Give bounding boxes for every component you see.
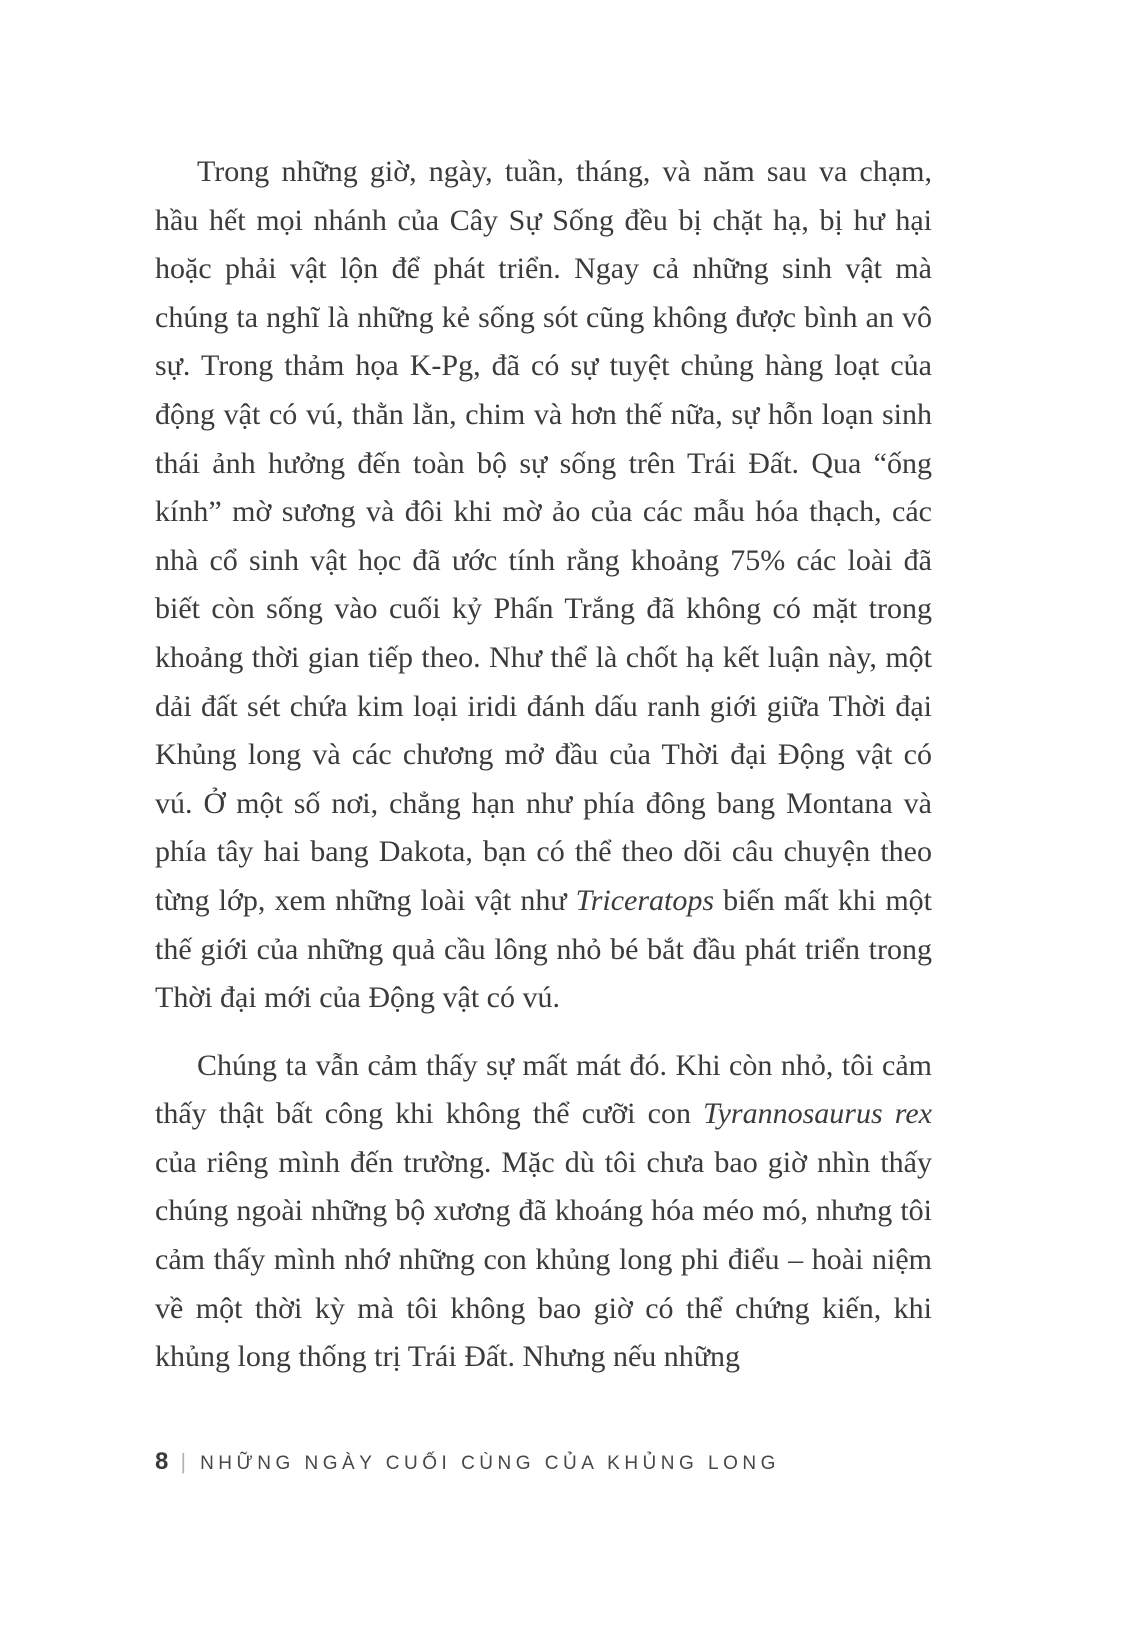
paragraph-1: Trong những giờ, ngày, tuần, tháng, và năm sau va chạm, hầu hết mọi nhánh của Cây Sự Sống đều bị chặt hạ, bị hư hại hoặc phải vật lộn để phát triển. Ngay cả những sinh vật mà chúng ta nghĩ là những kẻ sống sót cũng không được bình an vô sự. Trong thảm họa K-Pg, đã có sự tuyệt chủng hàng loạt của động vật có vú, thằn lằn, chim và hơn thế nữa, sự hỗn loạn sinh thái ảnh hưởng đến toàn bộ sự sống trên Trái Đất. Qua “ống kính” mờ sương và đôi khi mờ ảo của các mẫu hóa thạch, các nhà cổ sinh vật học đã ước tính rằng khoảng 75% các loài đã biết còn sống vào cuối kỷ Phấn Trắng đã không có mặt trong khoảng thời gian tiếp theo. Như thể là chốt hạ kết luận này, một dải đất sét chứa kim loại iridi đánh dấu ranh giới giữa Thời đại Khủng long và các chương mở đầu của Thời đại Động vật có vú. Ở một số nơi, chẳng hạn như phía đông bang Montana và phía tây hai bang Dakota, bạn có thể theo dõi câu chuyện theo từng lớp, xem những loài vật như Triceratops biến mất khi một thế giới của những quả cầu lông nhỏ bé bắt đầu phát triển trong Thời đại mới của Động vật có vú. [155, 155, 932, 1015]
book-title: NHỮNG NGÀY CUỐI CÙNG CỦA KHỦNG LONG [200, 1453, 780, 1474]
page-number: 8 [155, 1448, 169, 1475]
body-text [155, 148, 932, 1382]
footer-separator: | [180, 1449, 187, 1474]
paragraph-2: Chúng ta vẫn cảm thấy sự mất mát đó. Khi còn nhỏ, tôi cảm thấy thật bất công khi không thể cưỡi con Tyrannosaurus rex của riêng mình đến trường. Mặc dù tôi chưa bao giờ nhìn thấy chúng ngoài những bộ xương đã khoáng hóa méo mó, nhưng tôi cảm thấy mình nhớ những con khủng long phi điểu – hoài niệm về một thời kỳ mà tôi không bao giờ có thể chứng kiến, khi khủng long thống trị Trái Đất. Nhưng nếu những [155, 1048, 932, 1374]
page-footer [155, 1448, 955, 1476]
